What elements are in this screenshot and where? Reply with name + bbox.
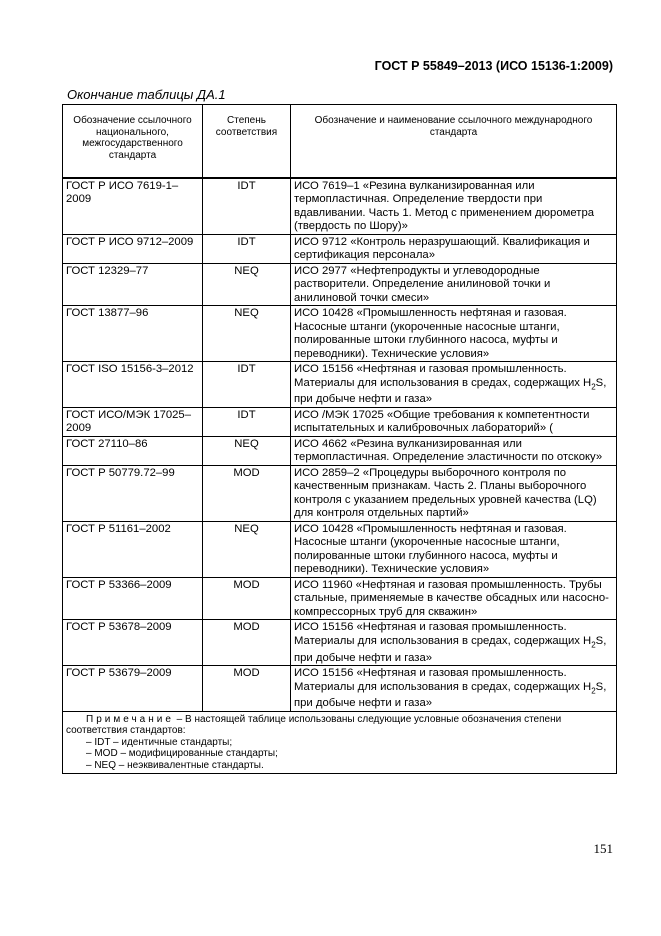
intl-text-post: S, при добыче нефти и газа» (294, 376, 607, 406)
degree-cell: NEQ (203, 521, 291, 577)
table-row (63, 465, 617, 521)
note-item: – IDT – идентичные стандарты; (86, 736, 233, 748)
degree-cell: IDT (203, 362, 291, 408)
degree-cell: MOD (203, 620, 291, 666)
note-intro: – В настоящей таблице использованы следующие условные обозначения степени соответствия стандартов: (66, 713, 562, 737)
note-item: – MOD – модифицированные стандарты; (86, 748, 278, 760)
table-row (63, 263, 617, 306)
national-standard-cell: ГОСТ ISO 15156-3–2012 (63, 362, 203, 408)
national-standard-cell: ГОСТ Р 50779.72–99 (63, 465, 203, 521)
national-standard-cell: ГОСТ 27110–86 (63, 436, 203, 465)
note-row (63, 711, 617, 774)
international-standard-cell: ИСО 7619–1 «Резина вулканизированная или термопластичная. Определение твердости при вдавливании. Часть 1. Метод с применением дюрометра (твердость по Шору)» (291, 178, 617, 235)
national-standard-cell: ГОСТ Р 53366–2009 (63, 577, 203, 620)
table-row (63, 620, 617, 666)
national-standard-cell: ГОСТ ИСО/МЭК 17025–2009 (63, 407, 203, 436)
intl-text-pre: ИСО 15156 «Нефтяная и газовая промышленность. Материалы для использования в средах, содержащих H (294, 621, 592, 647)
table-header-row (63, 105, 617, 178)
intl-text-post: S, при добыче нефти и газа» (294, 634, 607, 664)
degree-cell: IDT (203, 407, 291, 436)
degree-cell: NEQ (203, 263, 291, 306)
intl-text-pre: ИСО 15156 «Нефтяная и газовая промышленность. Материалы для использования в средах, содержащих H (294, 363, 592, 389)
standards-table (62, 104, 617, 774)
degree-cell: NEQ (203, 436, 291, 465)
international-standard-cell (291, 666, 617, 712)
degree-cell: IDT (203, 178, 291, 235)
note-label: Примечание (86, 713, 174, 725)
international-standard-cell: ИСО 10428 «Промышленность нефтяная и газовая. Насосные штанги (укороченные насосные штанги, полированные штоки глубинного насоса, муфты и переводники). Технические условия» (291, 521, 617, 577)
subscript: 2 (591, 640, 596, 649)
national-standard-cell: ГОСТ Р 53679–2009 (63, 666, 203, 712)
table-note (63, 711, 617, 774)
degree-cell: MOD (203, 465, 291, 521)
national-standard-cell: ГОСТ 13877–96 (63, 306, 203, 362)
table-row (63, 234, 617, 263)
international-standard-cell: ИСО 4662 «Резина вулканизированная или термопластичная. Определение эластичности по отскоку» (291, 436, 617, 465)
page-number: 151 (593, 841, 613, 856)
table-row (63, 306, 617, 362)
national-standard-cell: ГОСТ Р 53678–2009 (63, 620, 203, 666)
degree-cell: IDT (203, 234, 291, 263)
table-body (63, 178, 617, 712)
international-standard-cell (291, 362, 617, 408)
national-standard-cell: ГОСТ Р 51161–2002 (63, 521, 203, 577)
table-row (63, 666, 617, 712)
column-header-national: Обозначение ссылочного национального, межгосударственного стандарта (63, 105, 203, 178)
international-standard-cell: ИСО /МЭК 17025 «Общие требования к компетентности испытательных и калибровочных лабораторий» ( (291, 407, 617, 436)
subscript: 2 (591, 381, 596, 391)
degree-cell: MOD (203, 577, 291, 620)
national-standard-cell: ГОСТ 12329–77 (63, 263, 203, 306)
table-row (63, 436, 617, 465)
national-standard-cell: ГОСТ Р ИСО 7619-1–2009 (63, 178, 203, 235)
international-standard-cell: ИСО 10428 «Промышленность нефтяная и газовая. Насосные штанги (укороченные насосные штанги, полированные штоки глубинного насоса, муфты и переводники). Технические условия» (291, 306, 617, 362)
document-header: ГОСТ Р 55849–2013 (ИСО 15136-1:2009) (374, 59, 613, 73)
international-standard-cell: ИСО 11960 «Нефтяная и газовая промышленность. Трубы стальные, применяемые в качестве обсадных или насосно-компрессорных труб для скважин» (291, 577, 617, 620)
column-header-international: Обозначение и наименование ссылочного международного стандарта (291, 105, 617, 178)
international-standard-cell: ИСО 9712 «Контроль неразрушающий. Квалификация и сертификация персонала» (291, 234, 617, 263)
table-row (63, 521, 617, 577)
column-header-degree: Степень соответствия (203, 105, 291, 178)
international-standard-cell (291, 620, 617, 666)
subscript: 2 (591, 685, 596, 695)
intl-text-post: S, при добыче нефти и газа» (294, 680, 607, 710)
international-standard-cell: ИСО 2977 «Нефтепродукты и углеводородные растворители. Определение анилиновой точки и анилиновой точки смеси» (291, 263, 617, 306)
note-item: – NEQ – неэквивалентные стандарты. (86, 759, 264, 771)
international-standard-cell: ИСО 2859–2 «Процедуры выборочного контроля по качественным признакам. Часть 2. Планы выборочного контроля с указанием предельных уровней качества (LQ) для контроля отдельных партий» (291, 465, 617, 521)
table-row (63, 577, 617, 620)
degree-cell: MOD (203, 666, 291, 712)
table-caption: Окончание таблицы ДА.1 (67, 87, 226, 102)
table-row (63, 178, 617, 235)
degree-cell: NEQ (203, 306, 291, 362)
table-row (63, 362, 617, 408)
table-row (63, 407, 617, 436)
intl-text-pre: ИСО 15156 «Нефтяная и газовая промышленность. Материалы для использования в средах, содержащих H (294, 667, 592, 693)
national-standard-cell: ГОСТ Р ИСО 9712–2009 (63, 234, 203, 263)
